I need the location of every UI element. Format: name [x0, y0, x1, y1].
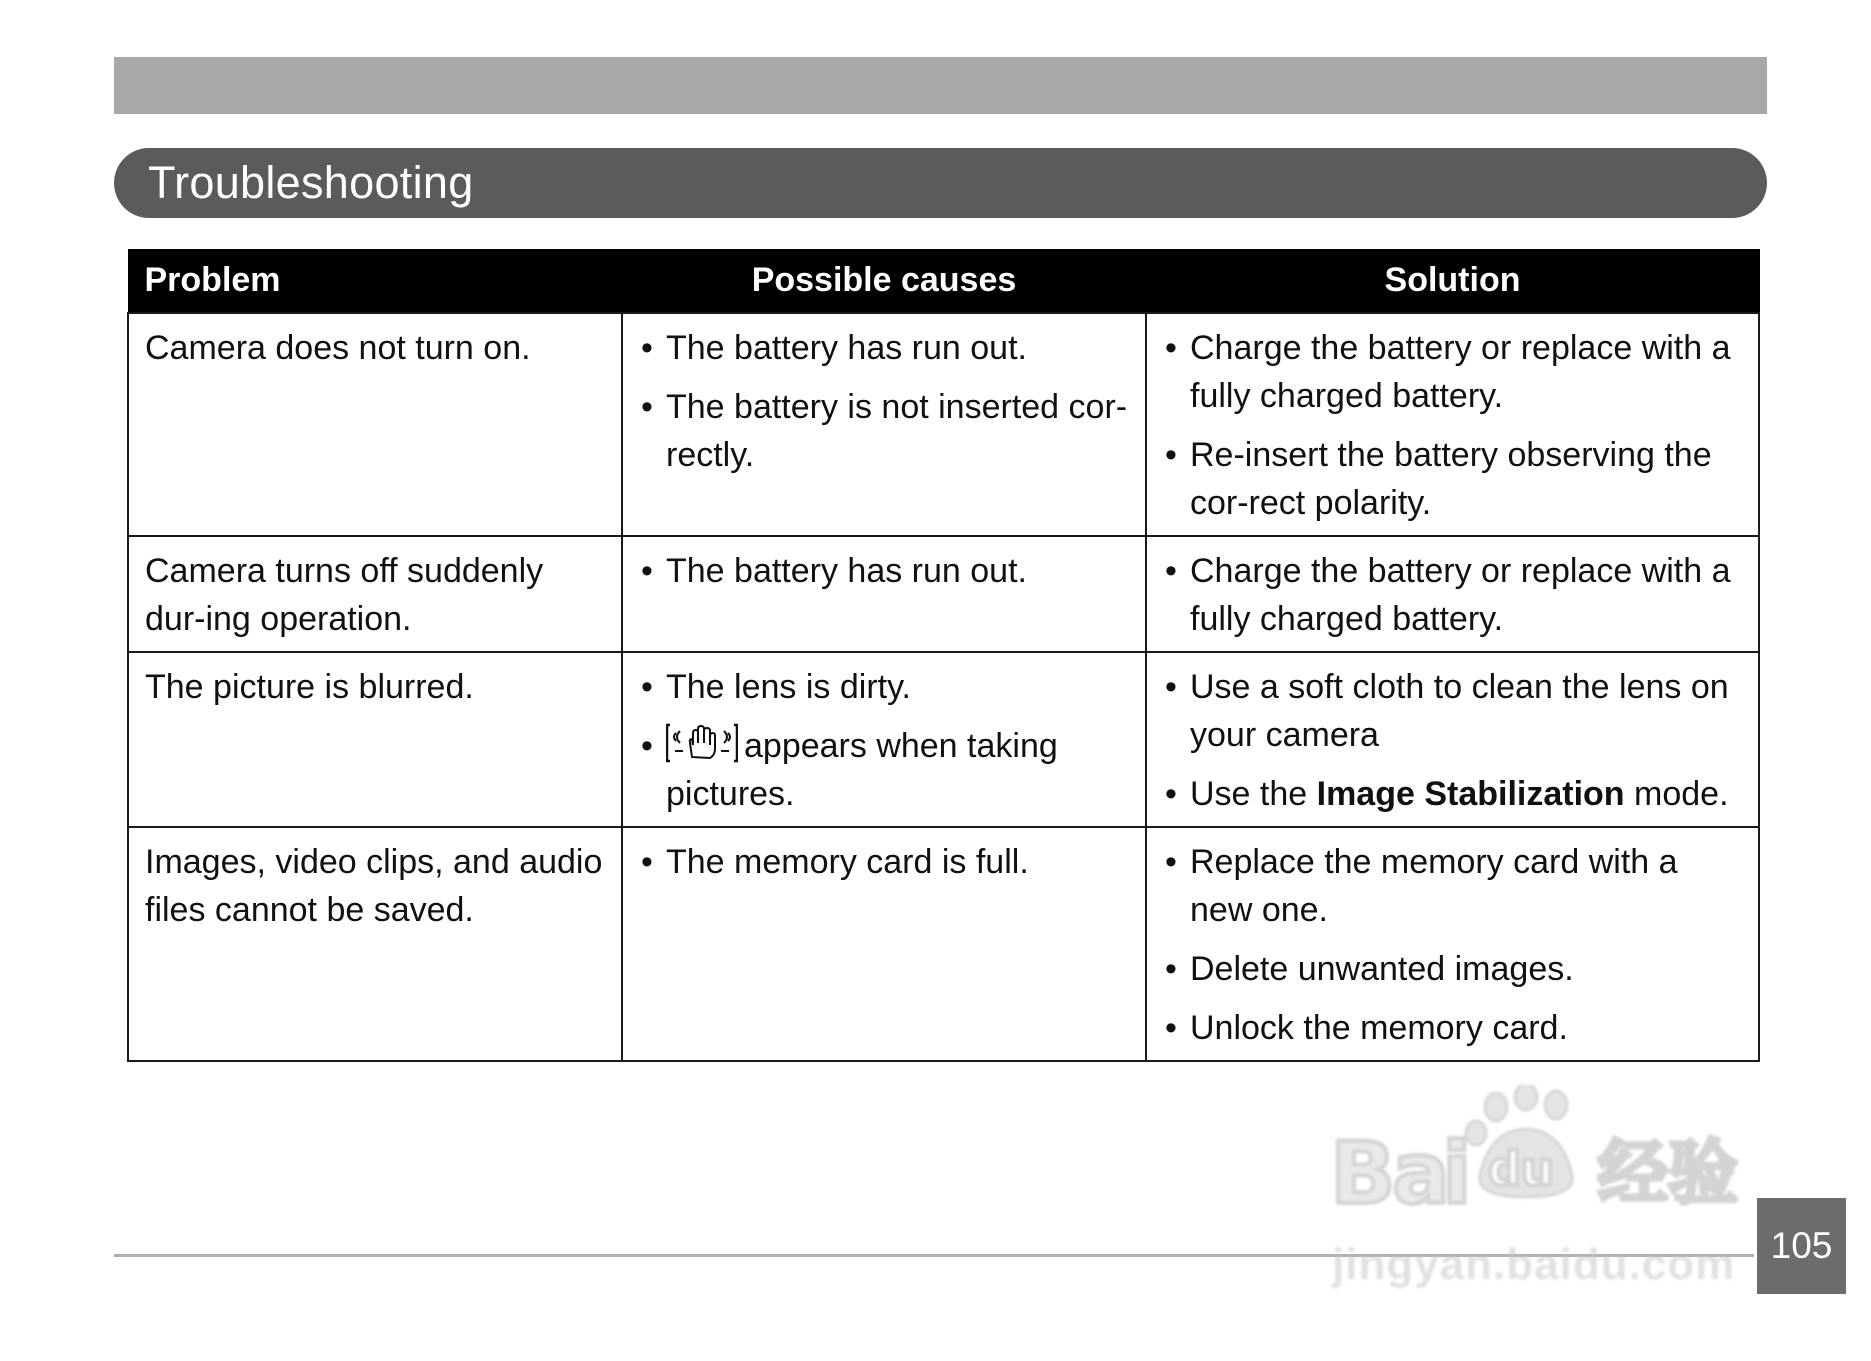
list-item: • The battery is not inserted cor-rectly. — [639, 383, 1131, 479]
list-item — [1163, 770, 1744, 818]
watermark-url: jingyan.baidu.com — [1332, 1240, 1736, 1289]
causes-list — [639, 547, 1131, 595]
list-item: • Charge the battery or replace with a fully charged battery. — [1163, 324, 1744, 420]
solutions-list — [1163, 324, 1744, 527]
page-title: Troubleshooting — [148, 157, 474, 208]
causes-cell — [622, 652, 1146, 827]
solutions-list — [1163, 547, 1744, 643]
problem-cell: Images, video clips, and audio files cannot be saved. — [128, 827, 622, 1061]
solution-cell — [1146, 652, 1759, 827]
shaking-hand-icon — [666, 723, 738, 763]
svg-text:du: du — [1488, 1142, 1554, 1196]
mode-name-emphasis: Image Stabilization — [1316, 775, 1625, 813]
list-item: • The battery has run out. — [639, 324, 1131, 372]
causes-list — [639, 838, 1131, 886]
column-header-problem: Problem — [128, 249, 622, 313]
list-item: • Delete unwanted images. — [1163, 945, 1744, 993]
table-row — [128, 827, 1759, 1061]
causes-cell — [622, 313, 1146, 536]
list-item: • The battery has run out. — [639, 547, 1131, 595]
list-item: • Use a soft cloth to clean the lens on your camera — [1163, 663, 1744, 759]
table-row — [128, 652, 1759, 827]
list-item: • The lens is dirty. — [639, 663, 1131, 711]
table-header-row — [128, 249, 1759, 313]
problem-cell: The picture is blurred. — [128, 652, 622, 827]
page-number: 105 — [1770, 1225, 1833, 1266]
table-row — [128, 313, 1759, 536]
column-header-solution: Solution — [1146, 249, 1759, 313]
causes-list — [639, 663, 1131, 818]
solution-cell — [1146, 827, 1759, 1061]
causes-list — [639, 324, 1131, 479]
svg-text:B: B — [1330, 1124, 1396, 1224]
section-title-bar — [114, 148, 1767, 218]
svg-text:经验: 经验 — [1598, 1132, 1738, 1214]
svg-text:a: a — [1392, 1124, 1451, 1224]
causes-cell — [622, 536, 1146, 652]
top-gray-bar — [114, 57, 1767, 114]
list-item: • The memory card is full. — [639, 838, 1131, 886]
list-item-text: mode. — [1624, 775, 1729, 813]
page-number-box — [1757, 1198, 1846, 1294]
causes-cell — [622, 827, 1146, 1061]
solution-cell — [1146, 536, 1759, 652]
baidu-watermark-logo — [1330, 1085, 1770, 1300]
list-item: • Charge the battery or replace with a fully charged battery. — [1163, 547, 1744, 643]
problem-cell: Camera turns off suddenly dur-ing operation. — [128, 536, 622, 652]
solution-cell — [1146, 313, 1759, 536]
list-item — [639, 722, 1131, 818]
list-item: • Replace the memory card with a new one. — [1163, 838, 1744, 934]
problem-cell: Camera does not turn on. — [128, 313, 622, 536]
svg-text:i: i — [1442, 1124, 1472, 1224]
list-item: • Unlock the memory card. — [1163, 1004, 1744, 1052]
list-item: • Re-insert the battery observing the cor-rect polarity. — [1163, 431, 1744, 527]
list-item-text: appears when taking pictures. — [666, 727, 1058, 813]
troubleshooting-table — [127, 249, 1760, 1062]
solutions-list — [1163, 838, 1744, 1052]
list-item-text: Use the — [1190, 775, 1317, 813]
solutions-list — [1163, 663, 1744, 818]
column-header-causes: Possible causes — [622, 249, 1146, 313]
table-row — [128, 536, 1759, 652]
